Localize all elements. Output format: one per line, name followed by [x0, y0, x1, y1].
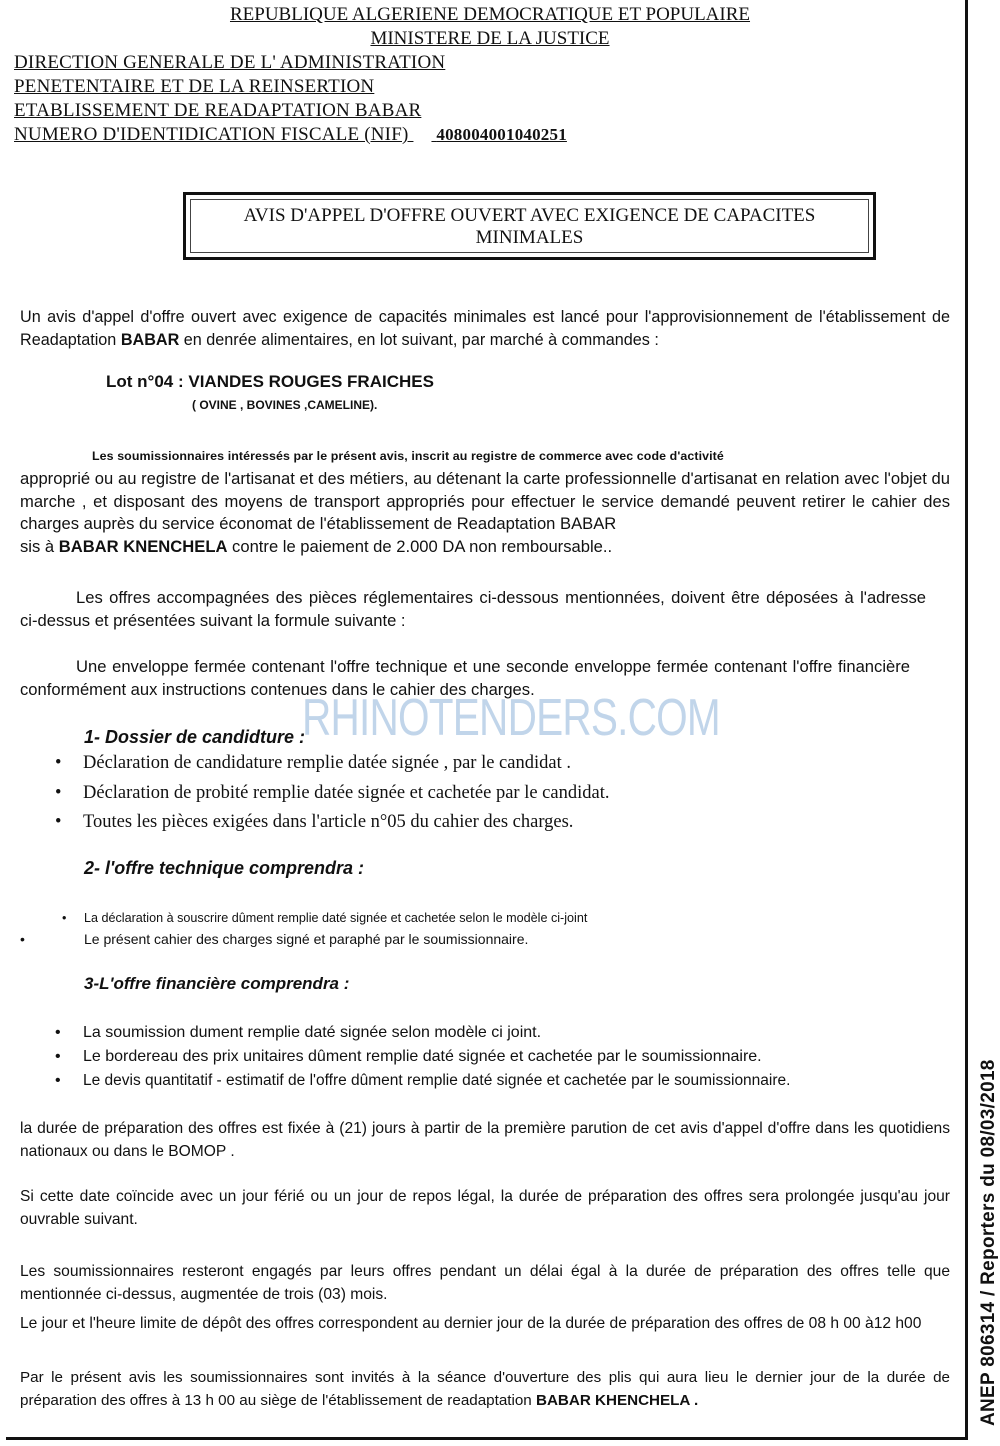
section3-item: • Le bordereau des prix unitaires dûment remplie daté signée et cachetée par le soumissionnaire.	[55, 1048, 762, 1065]
watermark-text: RHINOTENDERS.COM	[302, 689, 720, 747]
title-box	[183, 192, 876, 260]
section1-heading: 1- Dossier de candidture :	[84, 727, 306, 747]
section2-heading: 2- l'offre technique comprendra :	[84, 858, 364, 878]
section2-item: • Le présent cahier des charges signé et paraphé par le soumissionnaire.	[20, 931, 529, 947]
ferie-paragraph: Si cette date coïncide avec un jour férié ou un jour de repos légal, la durée de préparation des offres sera prolongée jusqu'au jour ouvrable suivant.	[20, 1188, 950, 1228]
section1-item-text: Déclaration de probité remplie datée signée et cachetée par le candidat.	[83, 783, 610, 803]
section3-item: • La soumission dument remplie daté signée selon modèle ci joint.	[55, 1024, 542, 1041]
intro-text-end: en denrée alimentaires, en lot suivant, par marché à commandes :	[179, 330, 659, 349]
intro-babar: BABAR	[120, 330, 180, 349]
soumission-place: BABAR KNENCHELA	[58, 536, 228, 556]
offres-paragraph: Les offres accompagnées des pièces réglementaires ci-dessous mentionnées, doivent être déposées à l'adresse ci-dessus et présentées suivant la formule suivante :	[20, 588, 926, 630]
section2-item-text: La déclaration à souscrire dûment remplie daté signée et cachetée selon le modèle ci-joint	[84, 911, 588, 925]
ouverture-paragraph	[20, 1367, 950, 1412]
lot-subtitle: ( OVINE , BOVINES ,CAMELINE).	[192, 398, 378, 412]
enveloppe-paragraph: Une enveloppe fermée contenant l'offre technique et une seconde enveloppe fermée contenant l'offre financière conformément aux instructions contenues dans le cahier des charges.	[20, 657, 910, 699]
section2-item-text: Le présent cahier des charges signé et paraphé par le soumissionnaire.	[84, 931, 529, 947]
header-ministry: MINISTERE DE LA JUSTICE	[370, 28, 610, 49]
nif-value: 408004001040251	[436, 125, 567, 144]
section1-item-text: Déclaration de candidature remplie datée signée , par le candidat .	[83, 753, 571, 773]
section3-item-text: Le devis quantitatif - estimatif de l'offre dûment remplie daté signée et cachetée par le soumissionnaire.	[83, 1072, 791, 1089]
engagement-paragraph: Les soumissionnaires resteront engagés par leurs offres pendant un délai égal à la durée de préparation des offres telle que mentionnée ci-dessus, augmentée de trois (03) mois.	[20, 1263, 950, 1303]
header-nif	[14, 124, 567, 146]
section1-item: • Déclaration de probité remplie datée signée et cachetée par le candidat.	[55, 783, 610, 803]
header-direction: DIRECTION GENERALE DE L' ADMINISTRATION	[14, 52, 446, 73]
side-reference: ANEP 806314 / Reporters du 08/03/2018	[978, 1059, 999, 1426]
section3-item-text: La soumission dument remplie daté signée selon modèle ci joint.	[83, 1024, 542, 1041]
notice-title-line2: MINIMALES	[475, 227, 584, 248]
section3-item: • Le devis quantitatif - estimatif de l'offre dûment remplie daté signée et cachetée par le soumissionnaire.	[55, 1072, 791, 1089]
nif-label: NUMERO D'IDENTIDICATION FISCALE (NIF)	[14, 124, 409, 145]
section3-item-text: Le bordereau des prix unitaires dûment remplie daté signée et cachetée par le soumissionnaire.	[83, 1048, 762, 1065]
section1-item: • Toutes les pièces exigées dans l'article n°05 du cahier des charges.	[55, 812, 574, 832]
section3-heading: 3-L'offre financière comprendra :	[84, 974, 350, 993]
section1-item: • Déclaration de candidature remplie datée signée , par le candidat .	[55, 753, 571, 773]
section2-item: • La déclaration à souscrire dûment remplie daté signée et cachetée selon le modèle ci-joint	[62, 911, 588, 925]
ouverture-text: Par le présent avis les soumissionnaires sont invités à la séance d'ouverture des plis qui aura lieu le dernier jour de la durée de préparation des offres à 13 h 00 au siège de l'établissement de readaptation	[20, 1369, 950, 1409]
intro-text: Un avis d'appel d'offre ouvert avec exigence de capacités minimales est lancé pour l'approvisionnement de l'établissement de Readaptation	[20, 308, 950, 349]
limite-paragraph: Le jour et l'heure limite de dépôt des offres correspondent au dernier jour de la durée de préparation des offres de 08 h 00 à12 h00	[20, 1315, 922, 1332]
soumission-end: contre le paiement de 2.000 DA non remboursable..	[227, 536, 613, 556]
notice-title-line1: AVIS D'APPEL D'OFFRE OUVERT AVEC EXIGENCE DE CAPACITES	[243, 205, 816, 226]
soumission-paragraph	[20, 468, 950, 558]
header-penitentiary: PENETENTAIRE ET DE LA REINSERTION	[14, 76, 375, 97]
notice-title	[186, 205, 873, 249]
duree-paragraph: la durée de préparation des offres est fixée à (21) jours à partir de la première parution de cet avis d'appel d'offre dans les quotidiens nationaux ou dans le BOMOP .	[20, 1120, 950, 1160]
intro-paragraph	[20, 306, 950, 351]
section1-item-text: Toutes les pièces exigées dans l'article n°05 du cahier des charges.	[83, 812, 574, 832]
ouverture-place: BABAR KHENCHELA .	[535, 1391, 699, 1409]
soumission-first-line: Les soumissionnaires intéressés par le présent avis, inscrit au registre de commerce avec code d'activité	[92, 449, 724, 463]
header-republic: REPUBLIQUE ALGERIENE DEMOCRATIQUE ET POPULAIRE	[229, 4, 751, 25]
header-establishment: ETABLISSEMENT DE READAPTATION BABAR	[14, 100, 422, 121]
lot-title: Lot n°04 : VIANDES ROUGES FRAICHES	[106, 372, 434, 391]
soumission-sis: sis à	[20, 536, 59, 556]
soumission-text: approprié ou au registre de l'artisanat et des métiers, au détenant la carte professionnelle d'artisanat en relation avec l'objet du marche , et disposant des moyens de transport appropriés pour effectuer le service demandé peuvent retirer le cahier des charges auprès du service économat de l'établissement de Readaptation BABAR	[20, 469, 950, 534]
